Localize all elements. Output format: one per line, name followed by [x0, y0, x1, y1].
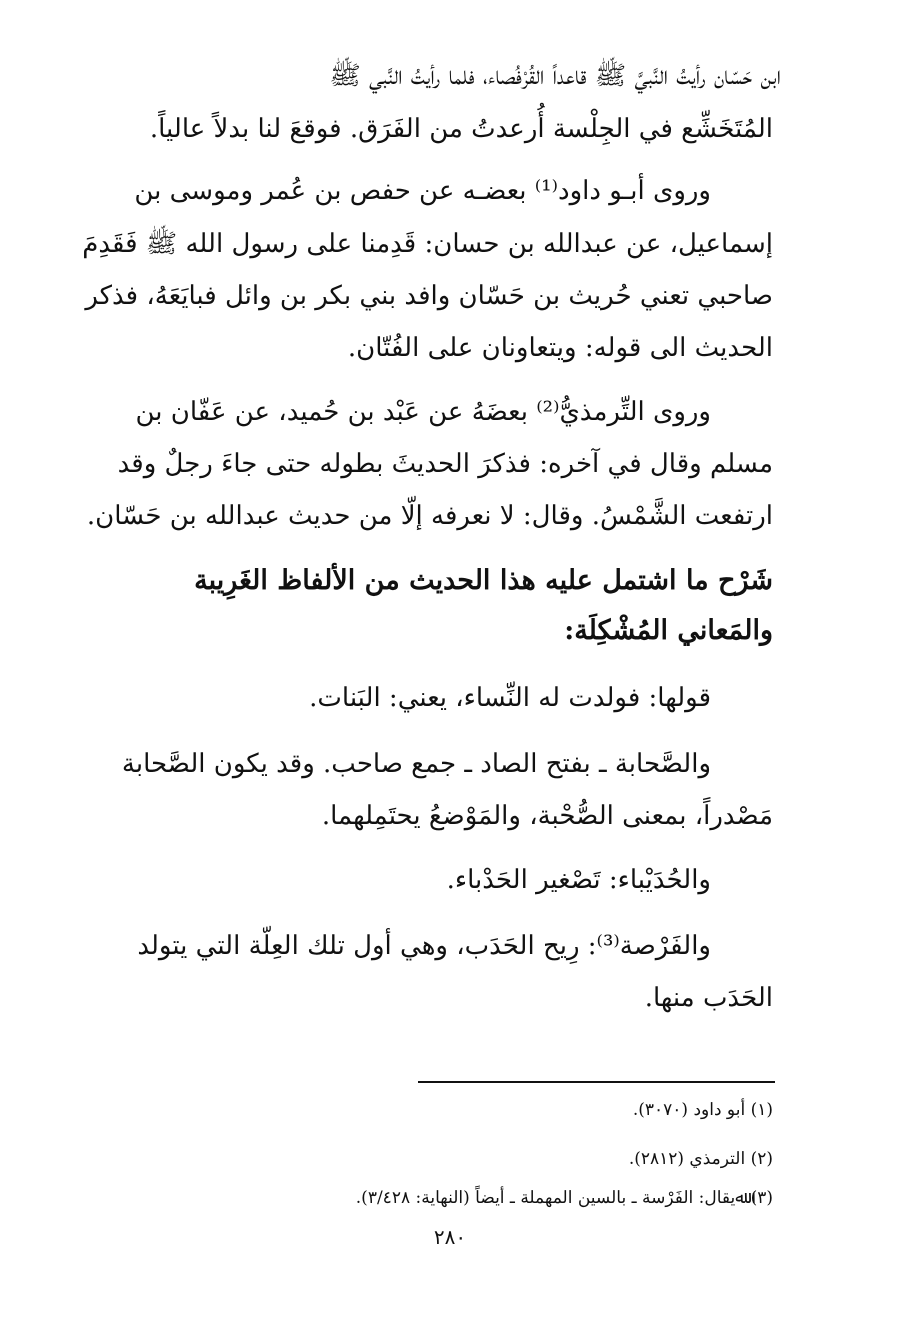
- text-line: الحَدَب منها.: [644, 983, 773, 1013]
- text-line: المُتَخَشِّع في الجِلْسة أُرعدتُ من الفَرَق. فوقعَ لنا بدلاً عالياً.: [149, 114, 773, 144]
- text-line: والحُدَيْباء: تَصْغير الحَدْباء.: [446, 865, 711, 895]
- page-number: ٢٨٠: [433, 1225, 467, 1249]
- text-line: والفَرْصة⁽³⁾: رِيح الحَدَب، وهي أول تلك العِلّة التي يتولد: [137, 931, 711, 961]
- section-heading: والمَعاني المُشْكِلَة:: [564, 615, 773, 646]
- section-heading: شَرْح ما اشتمل عليه هذا الحديث من الألفاظ الغَرِيبة: [194, 565, 773, 596]
- text-line: قولها: فولدت له النِّساء، يعني: البَنات.: [309, 683, 711, 713]
- footnote: (٣) ﷲيقال: الفَرْسة ـ بالسين المهملة ـ أيضاً (النهاية: ٣/٤٢٨).: [355, 1188, 773, 1208]
- text-line: إسماعيل، عن عبدالله بن حسان: قَدِمنا على رسول الله ﷺ فَقَدِمَ: [82, 229, 773, 259]
- text-line: والصَّحابة ـ بفتح الصاد ـ جمع صاحب. وقد يكون الصَّحابة: [121, 749, 711, 779]
- text-line: الحديث الى قوله: ويتعاونان على الفُتّان.: [347, 333, 773, 363]
- footnote: (١) أبو داود (٣٠٧٠).: [632, 1100, 773, 1120]
- text-line: وروى التِّرمذيُّ⁽²⁾ بعضَهُ عن عَبْد بن حُميد، عن عَفّان بن: [135, 397, 711, 427]
- text-line: مسلم وقال في آخره: فذكرَ الحديثَ بطوله حتى جاءَ رجلٌ وقد: [117, 449, 773, 479]
- footnote-separator: [418, 1081, 775, 1083]
- text-line: مَصْدراً، بمعنى الصُّحْبة، والمَوْضعُ يحتَمِلهما.: [321, 801, 773, 831]
- text-line: ارتفعت الشَّمْسُ. وقال: لا نعرفه إلّا من حديث عبدالله بن حَسّان.: [86, 501, 773, 531]
- text-line: ابن حَسّان رأيتُ النَّبيَّ ﷺ قاعداً القُرْفُصاء، فلما رأيتُ النَّبي ﷺ: [329, 61, 781, 91]
- text-line: وروى أبـو داود⁽¹⁾ بعضـه عن حفص بن عُمر وموسى بن: [134, 176, 711, 206]
- footnote: (٢) الترمذي (٢٨١٢).: [628, 1149, 773, 1169]
- text-line: صاحبي تعني حُريث بن حَسّان وافد بني بكر بن وائل فبايَعَهُ، فذكر: [85, 281, 773, 311]
